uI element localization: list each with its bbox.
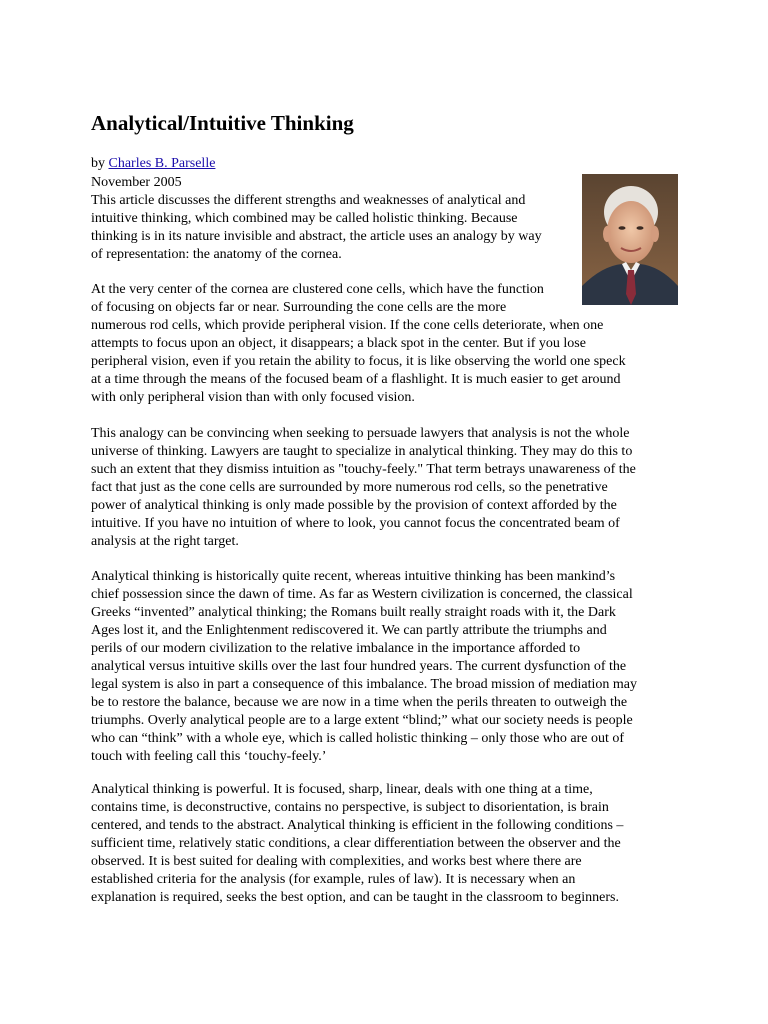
- paragraph-line: attempts to focus upon an object, it disappears; a black spot in the center. But if you lose: [91, 336, 586, 351]
- paragraph-line: established criteria for the analysis (for example, rules of law). It is necessary when an: [91, 872, 576, 887]
- paragraph-line: This article discusses the different strengths and weaknesses of analytical and: [91, 193, 526, 208]
- article-title: Analytical/Intuitive Thinking: [91, 111, 354, 135]
- paragraph-line: fact that just as the cone cells are surrounded by more numerous rod cells, so the penetrative: [91, 480, 608, 495]
- paragraph-line: At the very center of the cornea are clustered cone cells, which have the function: [91, 282, 544, 297]
- paragraph-line: legal system is also in part a consequence of this imbalance. The broad mission of mediation may: [91, 677, 637, 692]
- paragraph-line: This analogy can be convincing when seeking to persuade lawyers that analysis is not the whole: [91, 426, 630, 441]
- paragraph-line: Ages lost it, and the Enlightenment rediscovered it. We can partly attribute the triumphs and: [91, 623, 607, 638]
- paragraph-line: Greeks “invented” analytical thinking; the Romans built really straight roads with it, the Dark: [91, 605, 616, 620]
- paragraph-line: intuitive. If you have no intuition of where to look, you cannot focus the concentrated beam of: [91, 516, 620, 531]
- paragraph-line: at a time through the means of the focused beam of a flashlight. It is much easier to get around: [91, 372, 621, 387]
- byline-prefix: by: [91, 156, 109, 171]
- article-paragraph: [91, 192, 685, 264]
- paragraph-line: analytical versus intuitive skills over the last four hundred years. The current dysfunction of the: [91, 659, 627, 674]
- article-paragraph: [91, 281, 685, 407]
- paragraph-line: power of analytical thinking is only made possible by the provision of context afforded by the: [91, 498, 617, 513]
- paragraph-line: analysis at the right target.: [91, 534, 239, 549]
- paragraph-line: universe of thinking. Lawyers are taught to specialize in analytical thinking. They may do this to: [91, 444, 633, 459]
- paragraph-line: perils of our modern civilization to the relative imbalance in the importance afforded to: [91, 641, 581, 656]
- paragraph-line: with only peripheral vision than with only focused vision.: [91, 390, 415, 405]
- paragraph-line: contains time, is deconstructive, contains no perspective, is subject to disorientation, is brain: [91, 800, 609, 815]
- byline: [91, 155, 215, 173]
- article-paragraph: [91, 781, 685, 907]
- paragraph-line: Analytical thinking is historically quite recent, whereas intuitive thinking has been mankind’s: [91, 569, 616, 584]
- article-paragraph: [91, 568, 685, 766]
- publication-date: November 2005: [91, 175, 182, 190]
- paragraph-line: observed. It is best suited for dealing with complexities, and works best where there are: [91, 854, 582, 869]
- paragraph-line: centered, and tends to the abstract. Analytical thinking is efficient in the following conditions –: [91, 818, 624, 833]
- paragraph-line: who can “think” with a whole eye, which is called holistic thinking – only those who are out of: [91, 731, 625, 746]
- paragraph-line: explanation is required, seeks the best option, and can be taught in the classroom to beginners.: [91, 890, 619, 905]
- paragraph-line: peripheral vision, even if you retain the ability to focus, it is like observing the world one speck: [91, 354, 626, 369]
- paragraph-line: numerous rod cells, which provide peripheral vision. If the cone cells deteriorate, when one: [91, 318, 604, 333]
- paragraph-line: intuitive thinking, which combined may be called holistic thinking. Because: [91, 211, 518, 226]
- paragraph-line: be to restore the balance, because we are now in a time when the perils threaten to outweigh the: [91, 695, 628, 710]
- paragraph-line: triumphs. Overly analytical people are to a large extent “blind;” what our society needs is people: [91, 713, 633, 728]
- paragraph-line: such an extent that they dismiss intuition as "touchy-feely." That term betrays unawareness of the: [91, 462, 636, 477]
- paragraph-line: chief possession since the dawn of time. As far as Western civilization is concerned, the classical: [91, 587, 633, 602]
- paragraph-line: touch with feeling call this ‘touchy-feely.’: [91, 749, 327, 764]
- article-paragraph: [91, 425, 685, 551]
- paragraph-line: thinking is in its nature invisible and abstract, the article uses an analogy by way: [91, 229, 542, 244]
- paragraph-line: of representation: the anatomy of the cornea.: [91, 247, 342, 262]
- paragraph-line: sufficient time, relatively static conditions, a clear differentiation between the observer and the: [91, 836, 621, 851]
- author-link[interactable]: Charles B. Parselle: [108, 156, 216, 171]
- paragraph-line: Analytical thinking is powerful. It is focused, sharp, linear, deals with one thing at a time,: [91, 782, 593, 797]
- paragraph-line: of focusing on objects far or near. Surrounding the cone cells are the more: [91, 300, 507, 315]
